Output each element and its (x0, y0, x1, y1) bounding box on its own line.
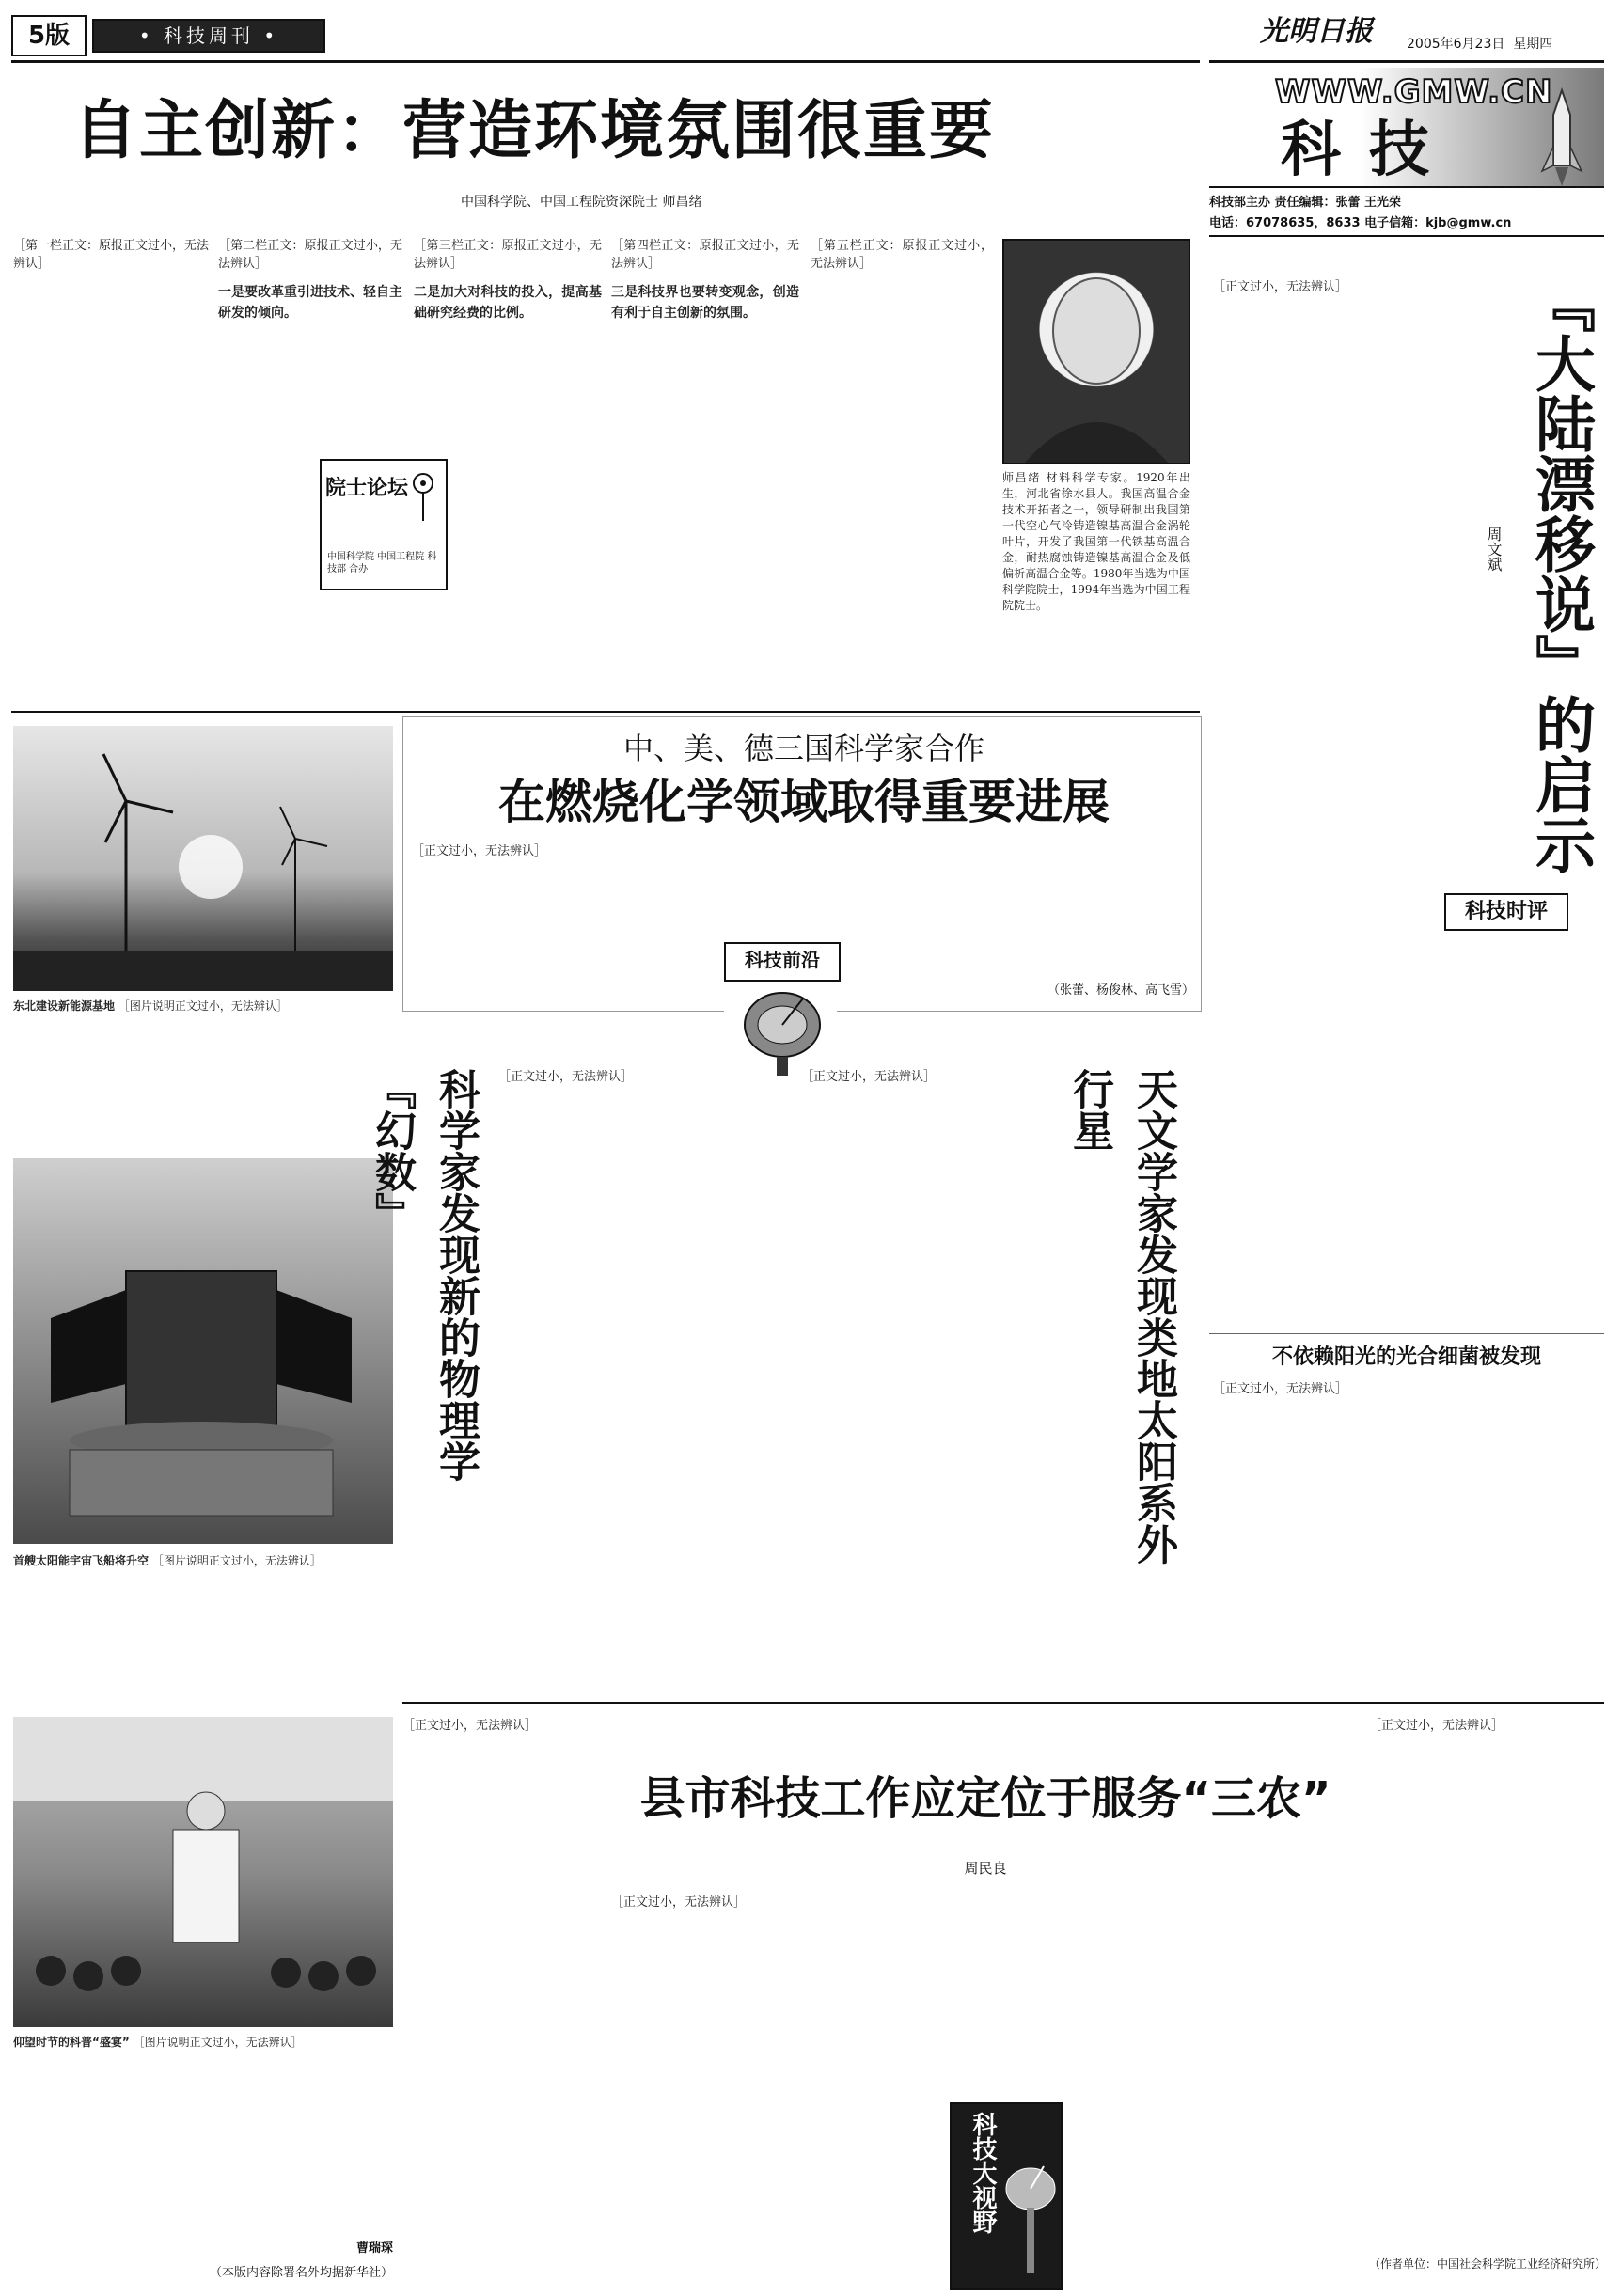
lead-headline: 自主创新：营造环境氛围很重要 (73, 94, 996, 168)
wind-caption-text: ［图片说明正文过小，无法辨认］ (118, 999, 288, 1013)
lead-bottom-rule (11, 711, 1200, 713)
lead-subhead-2: 二是加大对科技的投入，提高基础研究经费的比例。 (414, 285, 602, 321)
combustion-body: ［正文过小，无法辨认］ (412, 844, 547, 858)
bacteria-headline: 不依赖阳光的光合细菌被发现 (1271, 1345, 1541, 1369)
science-day-photo (13, 1717, 393, 2027)
county-left-column: ［正文过小，无法辨认］ (402, 1719, 538, 1733)
side-column-title: 『大陆漂移说』的启示 (1525, 273, 1595, 874)
frontier-tag: 科技前沿 (724, 942, 841, 982)
masthead-rule-right (1209, 60, 1604, 63)
wind-caption-title: 东北建设新能源基地 (13, 999, 116, 1013)
astro-vertical-title: 天文学家发现类地太阳系外行星 (1065, 1068, 1177, 1565)
physics-body: ［正文过小，无法辨认］ (498, 1070, 634, 1084)
combustion-headline: 在燃烧化学领域取得重要进展 (498, 775, 1110, 829)
spacecraft-caption-title: 首艘太阳能宇宙飞船将升空 (13, 1554, 150, 1567)
host-line: 科技部主办 责任编辑：张蕾 王光荣 (1209, 196, 1402, 210)
page-number: 5版 (27, 22, 71, 50)
side-column-body: ［正文过小，无法辨认］ (1213, 280, 1348, 294)
county-right-column: ［正文过小，无法辨认］ (1369, 1719, 1504, 1733)
radio-telescope-icon (1002, 2151, 1059, 2283)
spacecraft-caption-text: ［图片说明正文过小，无法辨认］ (151, 1554, 322, 1567)
forum-label: 院士论坛 (325, 476, 409, 500)
page-number-box (11, 15, 87, 56)
combustion-kicker: 中、美、德三国科学家合作 (622, 731, 984, 766)
side-author: 周文斌 (1485, 527, 1503, 572)
mid-bottom-rule (402, 1702, 1604, 1704)
satellite-dish-icon (737, 983, 827, 1077)
science-day-caption-text: ［图片说明正文过小，无法辨认］ (133, 2036, 303, 2049)
county-author-unit: （作者单位：中国社会科学院工业经济研究所） (1369, 2257, 1606, 2271)
spacecraft-photo (13, 1158, 393, 1544)
lead-subhead-3: 三是科技界也要转变观念，创造有利于自主创新的氛围。 (611, 285, 799, 321)
science-day-caption-title: 仰望时节的科普“盛宴” (13, 2036, 130, 2049)
section-tag: • 科技周刊 • (92, 19, 325, 53)
lead-column-2: ［第二栏正文：原报正文过小，无法辨认］ 一是要改革重引进技术、轻自主研发的倾向。 (218, 237, 402, 707)
masthead-rule (11, 60, 1200, 63)
section-banner (1209, 68, 1604, 188)
county-author: 周民良 (964, 1860, 1007, 1877)
lead-byline: 中国科学院、中国工程院资深院士 师昌绪 (461, 195, 702, 210)
bacteria-body: ［正文过小，无法辨认］ (1213, 1382, 1348, 1396)
vision-tag-box (950, 2102, 1063, 2290)
site-url[interactable]: WWW.GMW.CN (1275, 73, 1553, 111)
section-title: 科技 (1281, 116, 1457, 185)
photo-credit: 曹瑞琛 (355, 2241, 393, 2256)
lead-column-5: ［第五栏正文：原报正文过小，无法辨认］ (811, 239, 993, 271)
portrait-photo (1002, 239, 1190, 464)
section-tag-bullet-right: • (254, 24, 279, 47)
lead-column-3: ［第三栏正文：原报正文过小，无法辨认］ 二是加大对科技的投入，提高基础研究经费的比例。 (414, 237, 602, 707)
rocket-graphic (1529, 86, 1595, 188)
spacecraft-caption (13, 1553, 393, 1694)
bacteria-top-rule (1209, 1333, 1604, 1334)
lead-column-4: ［第四栏正文：原报正文过小，无法辨认］ 三是科技界也要转变观念，创造有利于自主创新的氛围。 (611, 237, 799, 707)
contact-line: 电话：67078635，8633 电子信箱：kjb@gmw.cn (1209, 216, 1512, 230)
combustion-byline: （张蕾、杨俊林、高飞雪） (1047, 983, 1194, 998)
lead-column-1: ［第一栏正文：原报正文过小，无法辨认］ (13, 239, 209, 271)
source-note: （本版内容除署名外均据新华社） (209, 2266, 393, 2280)
vision-tag: 科技大视野 (968, 2112, 997, 2234)
header-bottom-rule (1209, 235, 1604, 237)
county-headline: 县市科技工作应定位于服务“三农” (639, 1772, 1331, 1825)
science-day-caption (13, 2035, 393, 2232)
wind-turbine-photo (13, 726, 393, 991)
issue-date: 2005年6月23日 星期四 (1407, 37, 1553, 52)
portrait-caption: 师昌绪 材料科学专家。1920年出生，河北省徐水县人。我国高温合金技术开拓者之一，领导研制出我国第一代空心气冷铸造镍基高温合金涡轮叶片，开发了我国第一代铁基高温合金，耐热腐蚀铸造镍基高温合金及低偏析高温合金等。1980年当选为中国科学院院士，1994年当选为中国工程院院士。 (1002, 471, 1190, 612)
physics-vertical-title: 科学家发现新的物理学『幻数』 (368, 1068, 480, 1482)
frontier-tag-box (724, 942, 837, 1083)
wind-caption (13, 999, 393, 1140)
county-main-body: ［正文过小，无法辨认］ (611, 1895, 747, 1910)
paper-logo: 光明日报 (1260, 15, 1373, 48)
astro-body: ［正文过小，无法辨认］ (801, 1070, 937, 1084)
forum-sub: 中国科学院 中国工程院 科技部 合办 (327, 552, 437, 574)
section-tag-bullet-left: • (138, 24, 164, 47)
lead-subhead-1: 一是要改革重引进技术、轻自主研发的倾向。 (218, 285, 402, 321)
commentary-tag: 科技时评 (1444, 893, 1568, 931)
